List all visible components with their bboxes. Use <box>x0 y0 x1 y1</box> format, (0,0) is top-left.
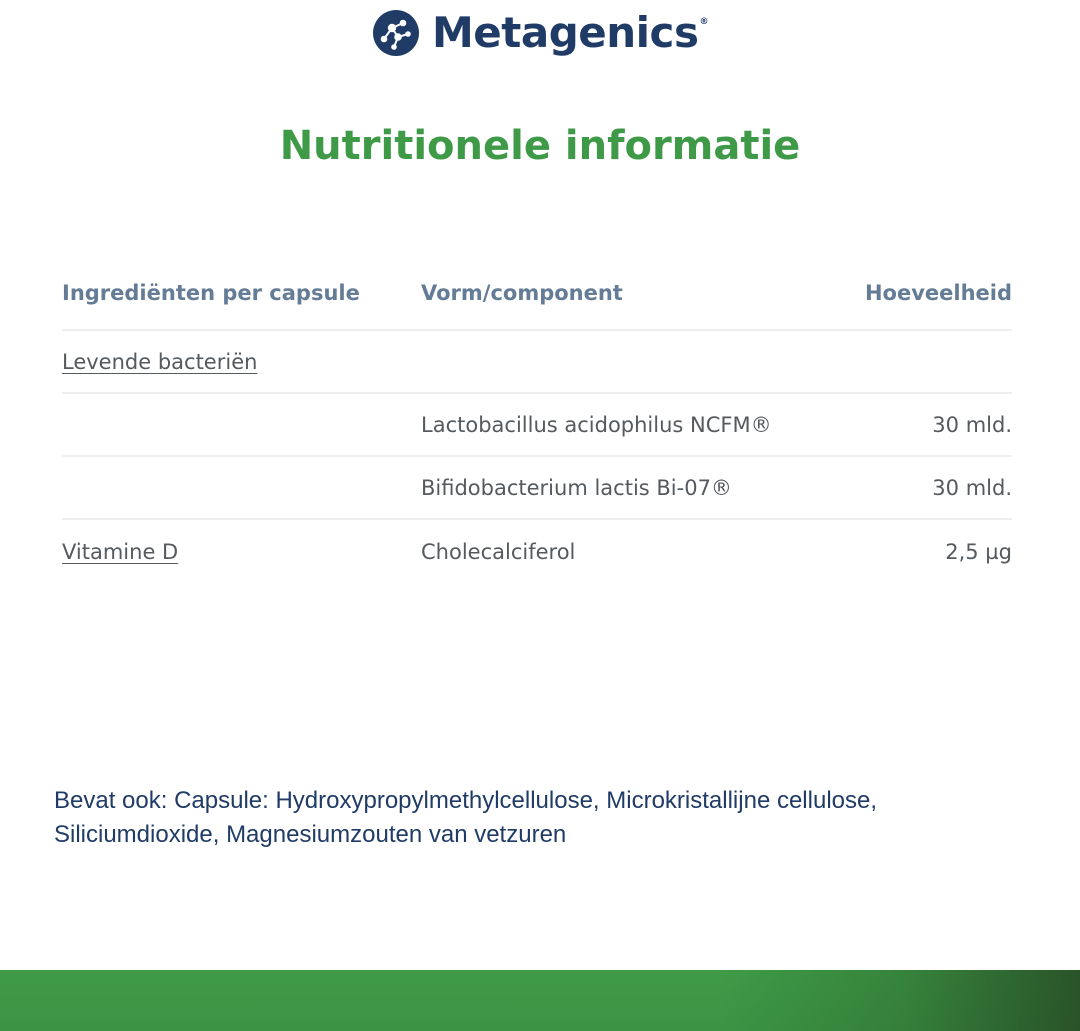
page-title: Nutritionele informatie <box>279 123 801 169</box>
component-cell: Bifidobacterium lactis Bi-07® <box>421 475 732 500</box>
amount-cell: 30 mld. <box>932 475 1012 500</box>
registered-mark: ® <box>699 17 708 27</box>
table-row <box>62 520 1012 583</box>
molecule-circle-icon <box>372 9 420 57</box>
column-header-ingredient: Ingrediënten per capsule <box>62 280 360 305</box>
brand-logo[interactable] <box>0 7 1080 59</box>
other-ingredients-note: Bevat ook: Capsule: Hydroxypropylmethylcellulose, Microkristallijne cellulose, Siliciumdioxide, Magnesiumzouten van vetzuren <box>54 787 878 848</box>
component-cell: Cholecalciferol <box>421 539 576 564</box>
brand-name: Metagenics <box>432 8 699 57</box>
table-row <box>62 394 1012 457</box>
component-cell: Lactobacillus acidophilus NCFM® <box>421 412 772 437</box>
table-row <box>62 331 1012 394</box>
nutrition-table <box>62 250 1012 583</box>
ingredient-link-levende-bacterien[interactable]: Levende bacteriën <box>62 349 258 374</box>
column-header-component: Vorm/component <box>421 280 623 305</box>
table-header-row <box>62 250 1012 331</box>
amount-cell: 30 mld. <box>932 412 1012 437</box>
ingredient-cell <box>62 350 421 374</box>
ingredient-link-vitamine-d[interactable]: Vitamine D <box>62 539 179 564</box>
ingredient-cell <box>62 540 421 564</box>
brand-wordmark <box>432 8 708 57</box>
table-row <box>62 457 1012 520</box>
amount-cell: 2,5 µg <box>945 539 1012 564</box>
column-header-amount: Hoeveelheid <box>864 280 1012 305</box>
footer-band <box>0 970 1080 1031</box>
